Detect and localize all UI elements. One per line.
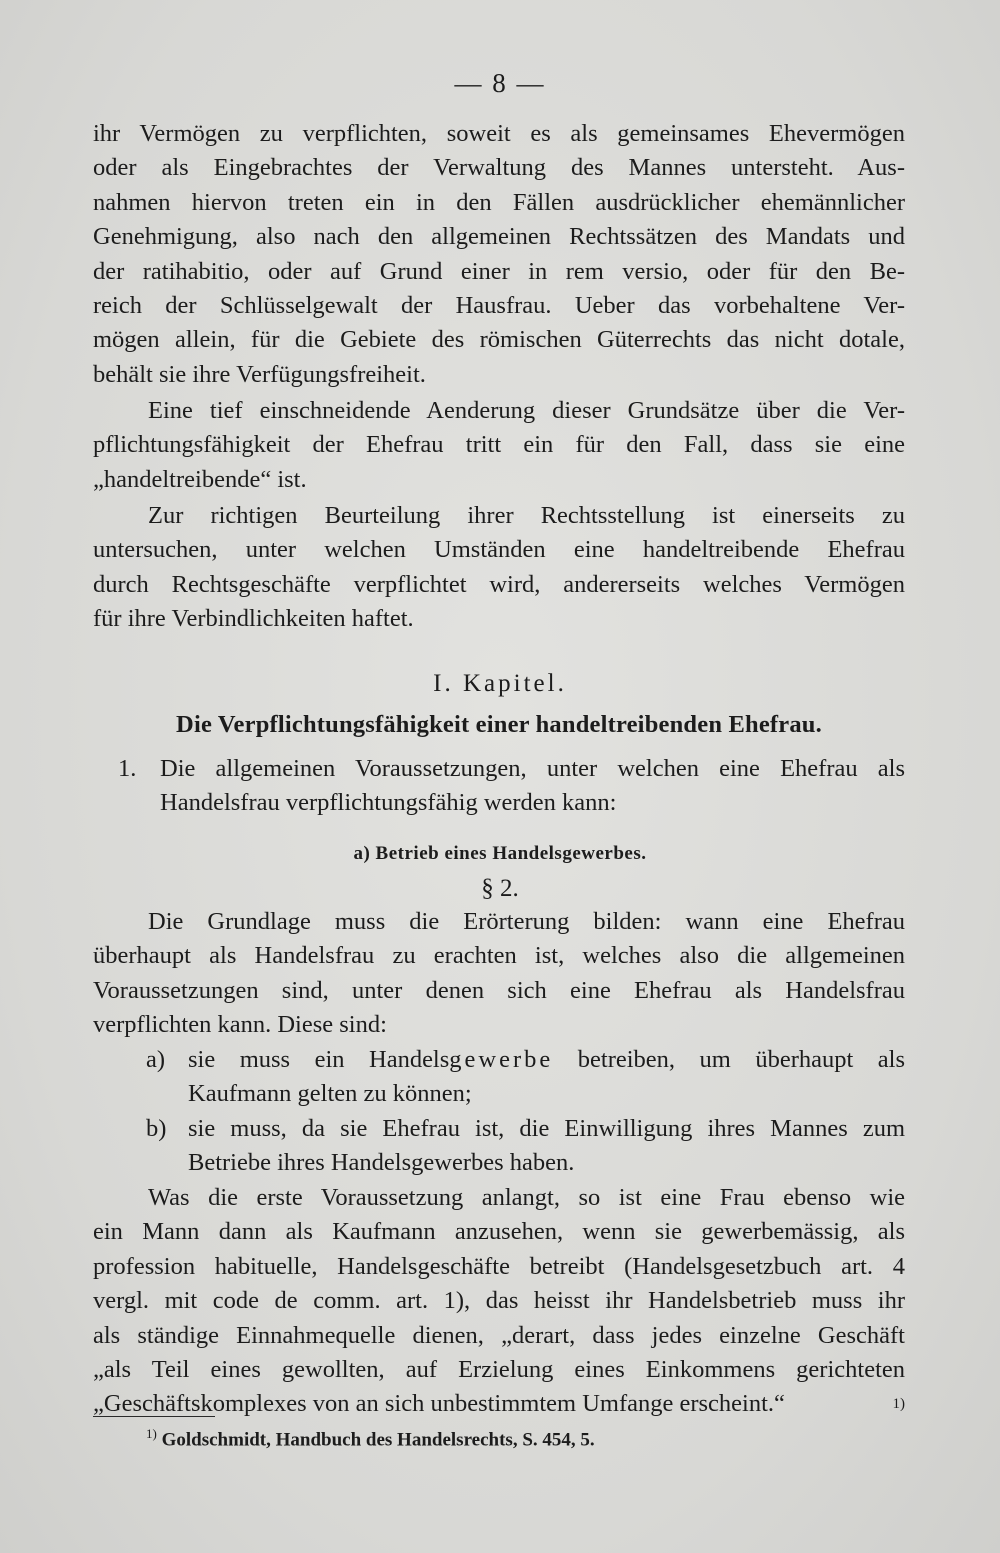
text-line: vergl. mit code de comm. art. 1), das heisst ihr Handelsbetrieb muss ihr — [93, 1287, 905, 1315]
footnote-reference: 1) — [892, 1396, 905, 1413]
text-line: „handeltreibende“ ist. — [93, 465, 307, 493]
text-line: Kaufmann gelten zu können; — [188, 1080, 472, 1108]
text-line: pflichtungsfähigkeit der Ehefrau tritt ein für den Fall, dass sie eine — [93, 431, 905, 459]
text-line: überhaupt als Handelsfrau zu erachten ist, welches also die allgemeinen — [93, 942, 905, 970]
footnote-marker: 1) — [146, 1426, 157, 1441]
text-segment: „Geschäftskomplexes von an sich unbestimmtem Umfange erscheint.“ — [93, 1390, 785, 1418]
text-line: ihr Vermögen zu verpflichten, soweit es als gemeinsames Ehevermögen — [93, 120, 905, 147]
subheading: a) Betrieb eines Handelsgewerbes. — [353, 843, 647, 864]
section-mark: § 2. — [481, 875, 519, 902]
list-item-b — [146, 1112, 905, 1181]
list-item-a — [146, 1043, 905, 1112]
text-line: Voraussetzungen sind, unter denen sich eine Ehefrau als Handelsfrau — [93, 976, 905, 1004]
item-number: 1. — [118, 755, 137, 782]
text-line: mögen allein, für die Gebiete des römischen Güterrechts das nicht dotale, — [93, 326, 905, 354]
footnote-text: Goldschmidt, Handbuch des Handelsrechts, S. 454, 5. — [161, 1429, 595, 1451]
text-line: als ständige Einnahmequelle dienen, „derart, dass jedes einzelne Geschäft — [93, 1321, 905, 1349]
chapter-title: Die Verpflichtungsfähigkeit einer handeltreibenden Ehefrau. — [176, 711, 822, 738]
paragraph-3 — [93, 499, 905, 637]
text-line: Genehmigung, also nach den allgemeinen Rechtssätzen des Mandats und — [93, 223, 905, 251]
text-line: verpflichten kann. Diese sind: — [93, 1011, 387, 1039]
text-line: Die allgemeinen Voraussetzungen, unter welchen eine Ehefrau als — [160, 755, 905, 782]
text-line: der ratihabitio, oder auf Grund einer in rem versio, oder für den Be- — [93, 257, 905, 285]
text-line: Handelsfrau verpflichtungsfähig werden kann: — [160, 789, 617, 817]
numbered-item-1 — [118, 752, 905, 821]
text-line: sie muss, da sie Ehefrau ist, die Einwilligung ihres Mannes zum — [188, 1115, 905, 1142]
text-line: Die Grundlage muss die Erörterung bilden: wann eine Ehefrau — [148, 908, 905, 935]
text-line: nahmen hiervon treten ein in den Fällen ausdrücklicher ehemännlicher — [93, 188, 905, 216]
text-line: Betriebe ihres Handelsgewerbes haben. — [188, 1149, 575, 1177]
footnote-divider — [93, 1416, 215, 1417]
text-line — [188, 1043, 905, 1077]
paragraph-1 — [93, 117, 905, 392]
text-line: Eine tief einschneidende Aenderung dieser Grundsätze über die Ver- — [148, 397, 905, 424]
text-line: „als Teil eines gewollten, auf Erzielung eines Einkommens gerichteten — [93, 1356, 905, 1384]
list-label: b) — [146, 1115, 167, 1142]
emphasized-text: gewerbe — [449, 1046, 554, 1073]
text-line: reich der Schlüsselgewalt der Hausfrau. Ueber das vorbehaltene Ver- — [93, 292, 905, 320]
text-line: durch Rechtsgeschäfte verpflichtet wird, andererseits welches Vermögen — [93, 570, 905, 598]
text-line: Zur richtigen Beurteilung ihrer Rechtsstellung ist einerseits zu — [148, 502, 905, 529]
page-number: — 8 — — [454, 68, 546, 98]
chapter-label: I. Kapitel. — [433, 670, 567, 697]
paragraph-2 — [93, 394, 905, 497]
list-label: a) — [146, 1046, 166, 1073]
text-line: untersuchen, unter welchen Umständen eine handeltreibende Ehefrau — [93, 536, 905, 564]
text-segment: betreiben, um überhaupt als — [553, 1046, 905, 1073]
paragraph-5 — [93, 1181, 905, 1422]
paragraph-4 — [93, 905, 905, 1043]
footnote — [146, 1426, 906, 1451]
text-line: profession habituelle, Handelsgeschäfte betreibt (Handelsgesetzbuch art. 4 — [93, 1252, 905, 1280]
text-line: ein Mann dann als Kaufmann anzusehen, wenn sie gewerbemässig, als — [93, 1218, 905, 1246]
text-line: behält sie ihre Verfügungsfreiheit. — [93, 360, 426, 388]
text-line: für ihre Verbindlichkeiten haftet. — [93, 605, 414, 633]
text-line: oder als Eingebrachtes der Verwaltung des Mannes untersteht. Aus- — [93, 154, 905, 182]
text-segment: sie muss ein Handels — [188, 1046, 450, 1073]
text-line: Was die erste Voraussetzung anlangt, so ist eine Frau ebenso wie — [148, 1184, 905, 1211]
